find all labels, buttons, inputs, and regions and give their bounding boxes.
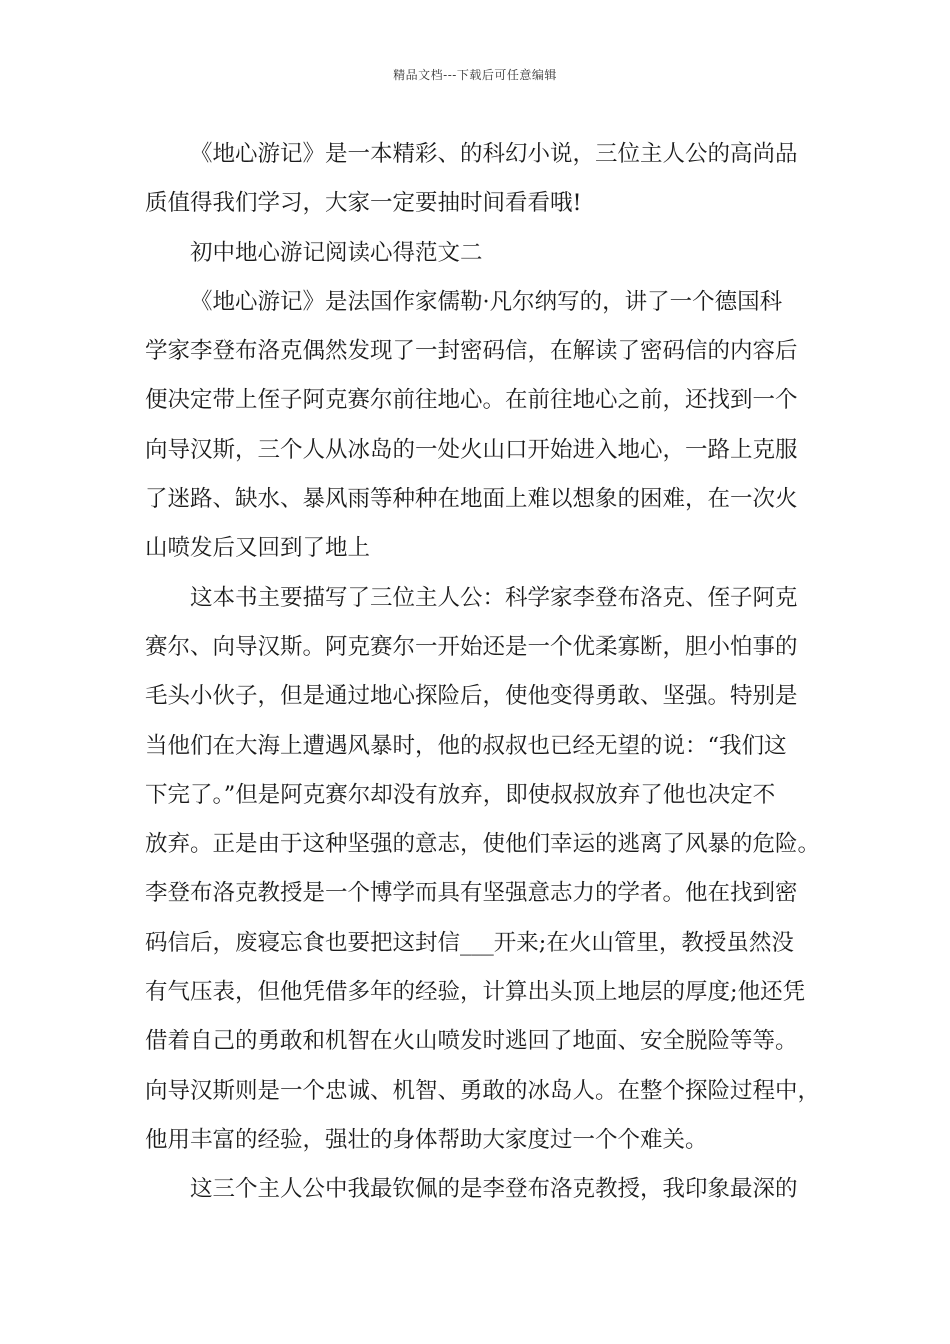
text-line: 这三个主人公中我最钦佩的是李登布洛克教授，我印象最深的 [190,1176,798,1203]
text-line: 码信后，废寝忘食也要把这封信___开来;在火山管里，教授虽然没 [145,929,794,956]
text-line: 向导汉斯，三个人从冰岛的一处火山口开始进入地心，一路上克服 [145,436,798,463]
text-line: 质值得我们学习，大家一定要抽时间看看哦! [145,190,582,217]
text-line: 他用丰富的经验，强壮的身体帮助大家度过一个个难关。 [145,1126,708,1153]
text-line: 毛头小伙子，但是通过地心探险后，使他变得勇敢、坚强。特别是 [145,683,798,710]
page-header: 精品文档---下载后可任意编辑 [393,68,557,82]
text-line: 了迷路、缺水、暴风雨等种种在地面上难以想象的困难，在一次火 [145,486,798,513]
text-line: 《地心游记》是一本精彩、的科幻小说，三位主人公的高尚品 [190,141,798,167]
text-line: 向导汉斯则是一个忠诚、机智、勇敢的冰岛人。在整个探险过程中， [145,1077,821,1104]
text-line: 便决定带上侄子阿克赛尔前往地心。在前往地心之前，还找到一个 [145,387,798,414]
document-body [145,130,821,1215]
text-line: 李登布洛克教授是一个博学而具有坚强意志力的学者。他在找到密 [145,880,798,907]
text-line: 有气压表，但他凭借多年的经验，计算出头顶上地层的厚度;他还凭 [145,979,806,1006]
text-line: 这本书主要描写了三位主人公：科学家李登布洛克、侄子阿克 [190,584,798,611]
text-line: 当他们在大海上遭遇风暴时，他的叔叔也已经无望的说：“我们这 [145,732,787,759]
text-line: 放弃。正是由于这种坚强的意志，使他们幸运的逃离了风暴的危险。 [145,831,821,858]
text-line: 赛尔、向导汉斯。阿克赛尔一开始还是一个优柔寡断，胆小怕事的 [145,633,798,660]
text-line: 下完了。”但是阿克赛尔却没有放弃，即使叔叔放弃了他也决定不 [145,781,776,808]
text-line: 借着自己的勇敢和机智在火山喷发时逃回了地面、安全脱险等等。 [145,1028,798,1055]
text-line: 《地心游记》是法国作家儒勒·凡尔纳写的，讲了一个德国科 [190,288,783,315]
text-line: 山喷发后又回到了地上 [145,535,371,562]
text-line: 学家李登布洛克偶然发现了一封密码信，在解读了密码信的内容后 [145,338,798,365]
section-heading: 初中地心游记阅读心得范文二 [190,239,483,266]
